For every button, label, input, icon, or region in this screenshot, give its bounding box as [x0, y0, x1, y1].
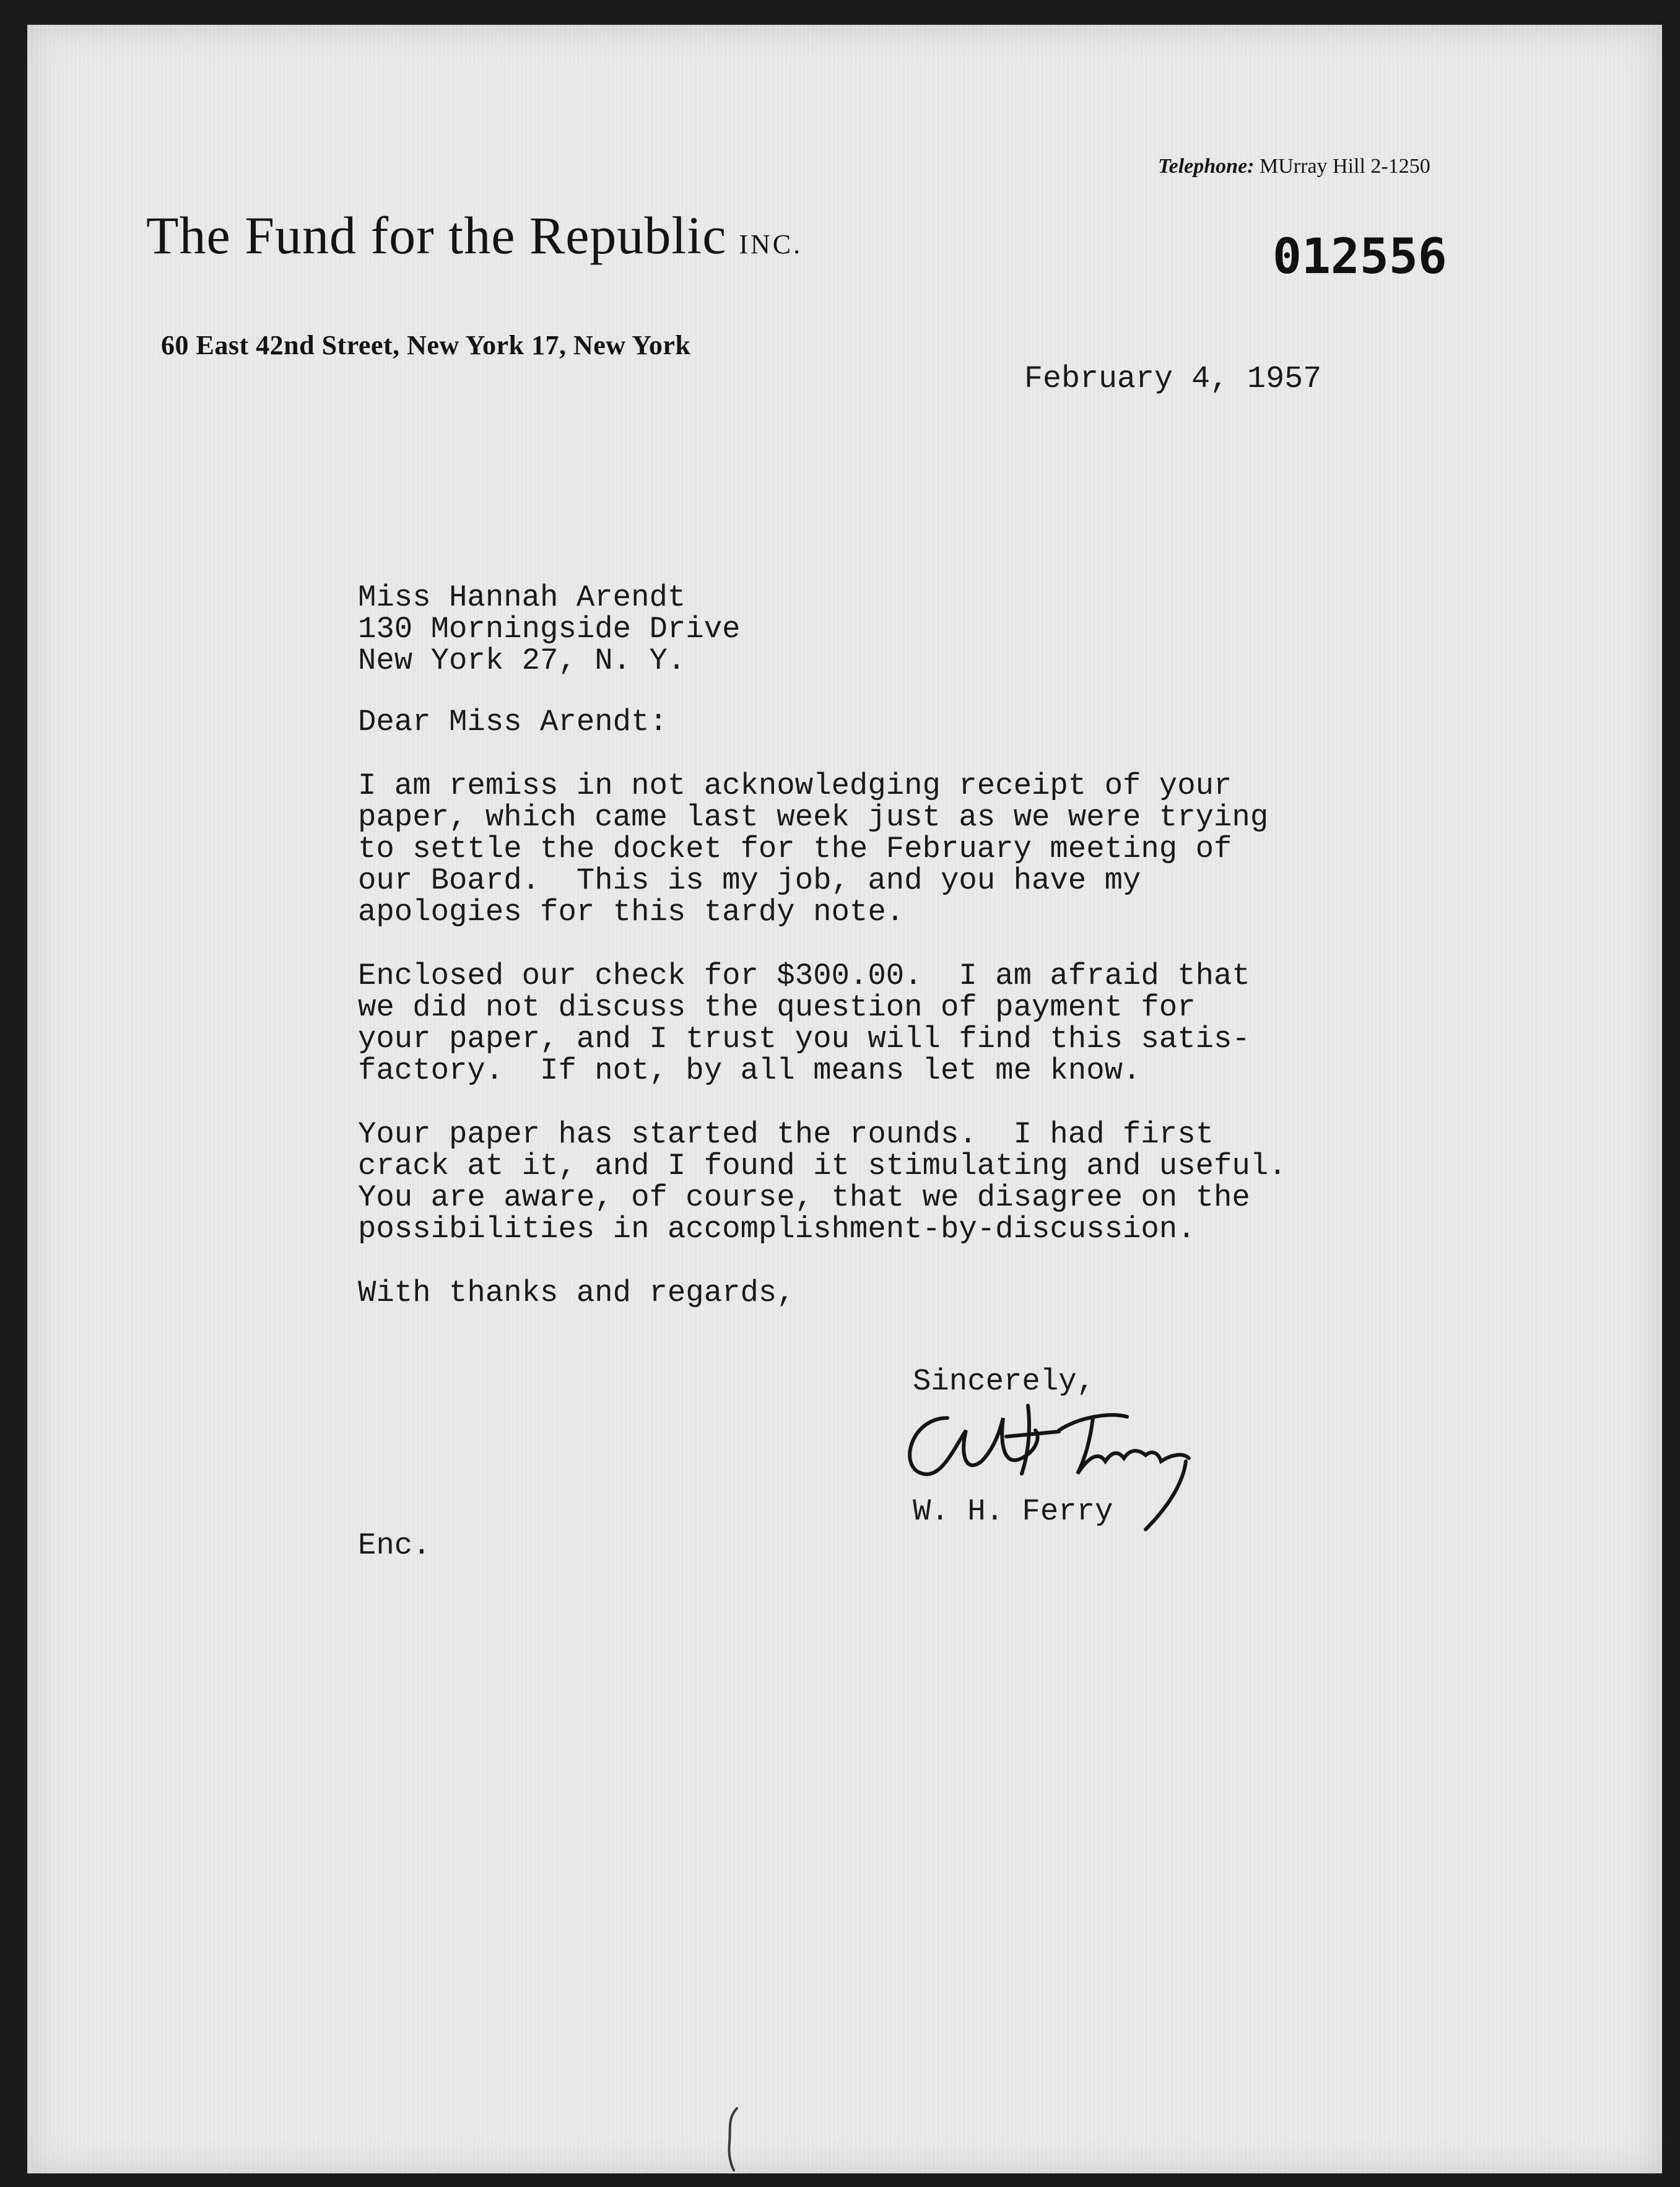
organization-name: [146, 204, 803, 266]
paragraph-1: [358, 770, 1411, 928]
organization-title: The Fund for the Republic: [146, 206, 727, 265]
paragraph-line: we did not discuss the question of payment for: [358, 990, 1196, 1025]
paragraph-line: Enclosed our check for $300.00. I am afraid that: [358, 959, 1250, 993]
recipient-line: Miss Hannah Arendt: [358, 580, 686, 615]
paragraph-line: to settle the docket for the February meeting of: [358, 832, 1232, 866]
paragraph-2: [358, 960, 1411, 1087]
salutation: Dear Miss Arendt:: [358, 705, 668, 739]
letter-date: February 4, 1957: [1024, 362, 1322, 397]
paragraph-line: You are aware, of course, that we disagree on the: [358, 1180, 1250, 1215]
signer-name: W. H. Ferry: [913, 1494, 1113, 1529]
recipient-line: New York 27, N. Y.: [358, 643, 686, 678]
paragraph-line: factory. If not, by all means let me know.: [358, 1053, 1141, 1088]
letter-body: [358, 582, 1411, 1309]
document-number: 012556: [1273, 229, 1447, 285]
organization-suffix: INC.: [739, 229, 803, 259]
telephone-number: MUrray Hill 2-1250: [1260, 155, 1430, 178]
telephone-line: [1158, 155, 1430, 178]
regards-line: With thanks and regards,: [358, 1276, 795, 1310]
paragraph-line: your paper, and I trust you will find this satis-: [358, 1022, 1250, 1056]
paragraph-line: possibilities in accomplishment-by-discussion.: [358, 1212, 1196, 1246]
paragraph-line: apologies for this tardy note.: [358, 895, 905, 929]
telephone-label: Telephone:: [1158, 155, 1255, 178]
enclosure-note: Enc.: [358, 1528, 431, 1563]
paragraph-line: I am remiss in not acknowledging receipt of your: [358, 768, 1232, 803]
paragraph-line: paper, which came last week just as we were trying: [358, 800, 1269, 835]
paper-mark: [712, 2105, 749, 2173]
organization-address: 60 East 42nd Street, New York 17, New York: [161, 330, 691, 360]
paragraph-line: our Board. This is my job, and you have my: [358, 863, 1141, 898]
paragraph-3: [358, 1119, 1411, 1245]
closing: Sincerely,: [913, 1364, 1095, 1399]
recipient-block: [358, 582, 1411, 677]
recipient-line: 130 Morningside Drive: [358, 612, 741, 646]
paragraph-line: crack at it, and I found it stimulating and useful.: [358, 1149, 1287, 1183]
paragraph-line: Your paper has started the rounds. I had first: [358, 1117, 1214, 1152]
